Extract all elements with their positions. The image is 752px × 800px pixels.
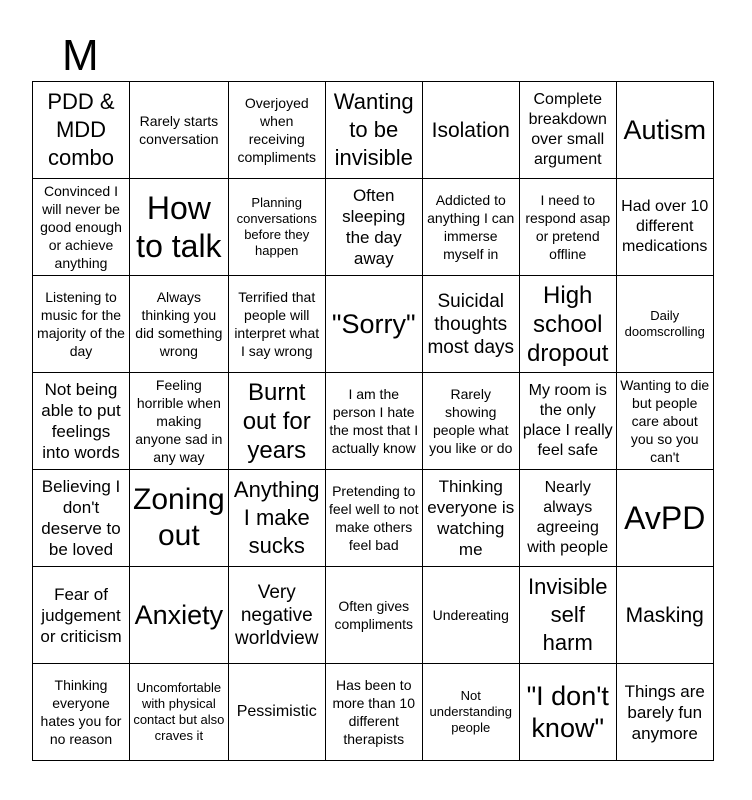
grid-cell: Pessimistic (228, 664, 325, 761)
grid-cell: Anxiety (130, 567, 229, 664)
grid-cell: My room is the only place I really feel safe (519, 373, 616, 470)
grid-cell: Anything I make sucks (228, 470, 325, 567)
grid-row (33, 179, 714, 276)
grid-row (33, 373, 714, 470)
grid-cell: Wanting to be invisible (325, 82, 422, 179)
grid-cell: Masking (616, 567, 713, 664)
grid-cell: Autism (616, 82, 713, 179)
grid-cell: Very negative worldview (228, 567, 325, 664)
grid-cell: Has been to more than 10 different therapists (325, 664, 422, 761)
grid-cell: "Sorry" (325, 276, 422, 373)
grid-cell: Fear of judgement or criticism (33, 567, 130, 664)
grid-cell: How to talk (130, 179, 229, 276)
grid-cell: Invisible self harm (519, 567, 616, 664)
grid-cell: Overjoyed when receiving compliments (228, 82, 325, 179)
grid-cell: Not being able to put feelings into words (33, 373, 130, 470)
grid-cell: I need to respond asap or pretend offline (519, 179, 616, 276)
grid-row (33, 567, 714, 664)
grid-cell: Always thinking you did something wrong (130, 276, 229, 373)
grid-cell: Nearly always agreeing with people (519, 470, 616, 567)
grid-cell: AvPD (616, 470, 713, 567)
grid-cell: Believing I don't deserve to be loved (33, 470, 130, 567)
grid-cell: Wanting to die but people care about you so you can't (616, 373, 713, 470)
grid-cell: Thinking everyone is watching me (422, 470, 519, 567)
grid-cell: Listening to music for the majority of the day (33, 276, 130, 373)
grid-cell: Rarely showing people what you like or do (422, 373, 519, 470)
grid-row (33, 276, 714, 373)
grid-cell: PDD & MDD combo (33, 82, 130, 179)
grid-row (33, 664, 714, 761)
grid-row (33, 470, 714, 567)
grid-cell: Terrified that people will interpret what I say wrong (228, 276, 325, 373)
grid-cell: Thinking everyone hates you for no reason (33, 664, 130, 761)
grid-cell: Isolation (422, 82, 519, 179)
grid-cell: Rarely starts conversation (130, 82, 229, 179)
grid-cell: Addicted to anything I can immerse myself in (422, 179, 519, 276)
grid-cell: Burnt out for years (228, 373, 325, 470)
grid-cell: Not understanding people (422, 664, 519, 761)
grid-cell: Things are barely fun anymore (616, 664, 713, 761)
card-title: M (62, 31, 99, 80)
grid-cell: Had over 10 different medications (616, 179, 713, 276)
grid-cell: Zoning out (130, 470, 229, 567)
grid-row (33, 82, 714, 179)
grid-cell: I am the person I hate the most that I actually know (325, 373, 422, 470)
grid-cell: Pretending to feel well to not make others feel bad (325, 470, 422, 567)
grid-cell: Daily doomscrolling (616, 276, 713, 373)
grid-cell: Undereating (422, 567, 519, 664)
bingo-grid (32, 81, 714, 761)
grid-cell: Suicidal thoughts most days (422, 276, 519, 373)
grid-cell: Convinced I will never be good enough or achieve anything (33, 179, 130, 276)
grid-cell: Uncomfortable with physical contact but also craves it (130, 664, 229, 761)
grid-cell: Planning conversations before they happen (228, 179, 325, 276)
grid-cell: Often gives compliments (325, 567, 422, 664)
grid-cell: High school dropout (519, 276, 616, 373)
grid-cell: "I don't know" (519, 664, 616, 761)
grid-cell: Complete breakdown over small argument (519, 82, 616, 179)
grid-cell: Often sleeping the day away (325, 179, 422, 276)
grid-cell: Feeling horrible when making anyone sad in any way (130, 373, 229, 470)
